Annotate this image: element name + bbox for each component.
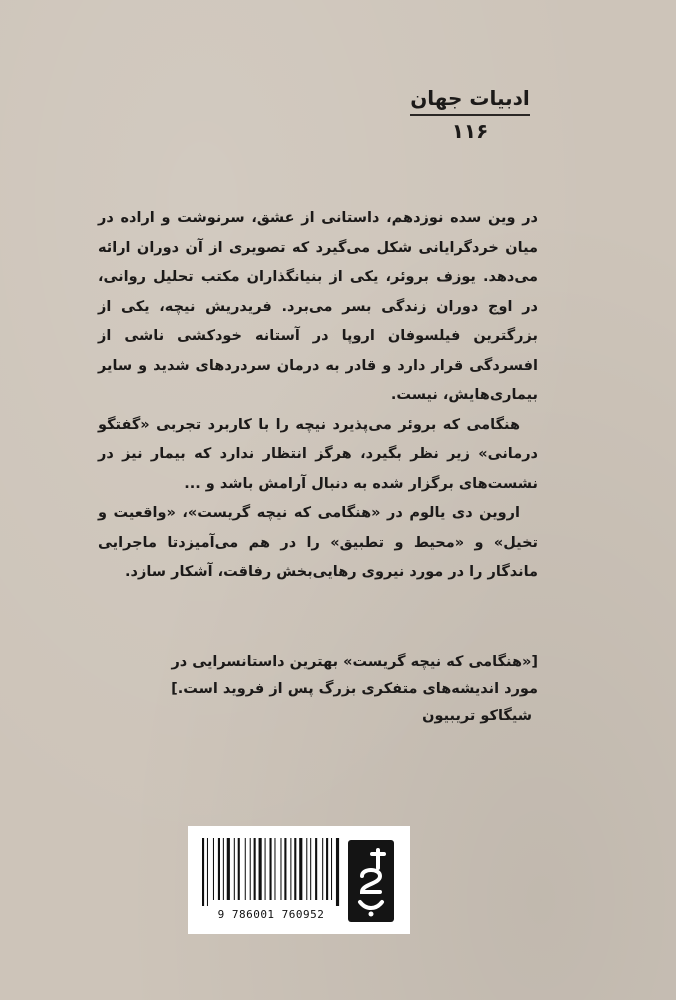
blurb-paragraph-3: اروین دی یالوم در «هنگامی که نیچه گریست»، «واقعیت و تخیل» و «محیط و تطبیق» را در هم می‌آمیزدتا ماجرایی ماندگار را در مورد نیروی رهایی‌بخش رفاقت، آشکار سازد. [98, 505, 538, 580]
barcode-bar [326, 838, 328, 900]
barcode-bar [245, 838, 246, 900]
series-number: ۱۱۶ [451, 119, 489, 143]
barcode-bar [259, 838, 262, 900]
barcode-bar [254, 838, 256, 900]
barcode-bar [284, 838, 286, 900]
review-quote [148, 649, 538, 730]
barcode-bar [322, 838, 323, 900]
blurb-paragraph-1: در وین سده نوزدهم، داستانی از عشق، سرنوشت و اراده در میان خردگرایانی شکل می‌گیرد که تصویری از آن دوران ارائه می‌دهد. یوزف بروئر، یکی از بنیانگذاران مکتب تحلیل روانی، در اوج دوران زندگی بسر می‌برد. فریدریش نیچه، یکی از بزرگترین فیلسوفان اروپا در آستانه خودکشی ناشی از افسردگی قرار دارد و قادر به درمان سردردهای شدید و سایر بیماری‌هایش، نیست. [98, 210, 538, 403]
series-name: ادبیات جهان [410, 86, 530, 110]
barcode-bar [331, 838, 332, 900]
barcode-bar [299, 838, 302, 900]
series-divider [410, 114, 530, 116]
barcode-bar [202, 838, 204, 906]
barcode-bar [223, 838, 224, 900]
barcode-icon [200, 838, 340, 906]
publisher-logo-icon [348, 840, 394, 922]
blurb-paragraph-2: هنگامی که بروئر می‌پذیرد نیچه را با کاربرد تجربی «گفتگو درمانی» زیر نظر بگیرد، هرگز انتظار ندارد که بیمار نیز در نشست‌های برگزار شده به دنبال آرامش باشد و ... [98, 416, 538, 492]
barcode-bar [306, 838, 307, 900]
barcode-bar [250, 838, 251, 900]
barcode-bar [336, 838, 339, 906]
barcode-bar [238, 838, 240, 900]
barcode-bar [234, 838, 235, 900]
barcode-bar [270, 838, 272, 900]
barcode-bar [280, 838, 281, 900]
quote-source: شیگاکو تریبیون [422, 708, 532, 724]
barcode-bar [227, 838, 230, 900]
quote-text: [«هنگامی که نیچه گریست» بهترین داستانسرایی در مورد اندیشه‌های متفکری بزرگ پس از فروید است.] [171, 654, 538, 697]
barcode-panel [188, 826, 410, 934]
isbn-number: 9 786001 760952 [217, 908, 325, 921]
barcode-bar [294, 838, 296, 900]
barcode-bar [213, 838, 214, 900]
blurb-text [98, 204, 538, 588]
barcode-bar [218, 838, 220, 900]
barcode-bar [310, 838, 311, 900]
barcode-bar [274, 838, 275, 900]
barcode-bar [315, 838, 317, 900]
series-label [410, 84, 530, 144]
barcode-bar [290, 838, 291, 900]
barcode-bar [207, 838, 208, 906]
barcode-bar [265, 838, 266, 900]
